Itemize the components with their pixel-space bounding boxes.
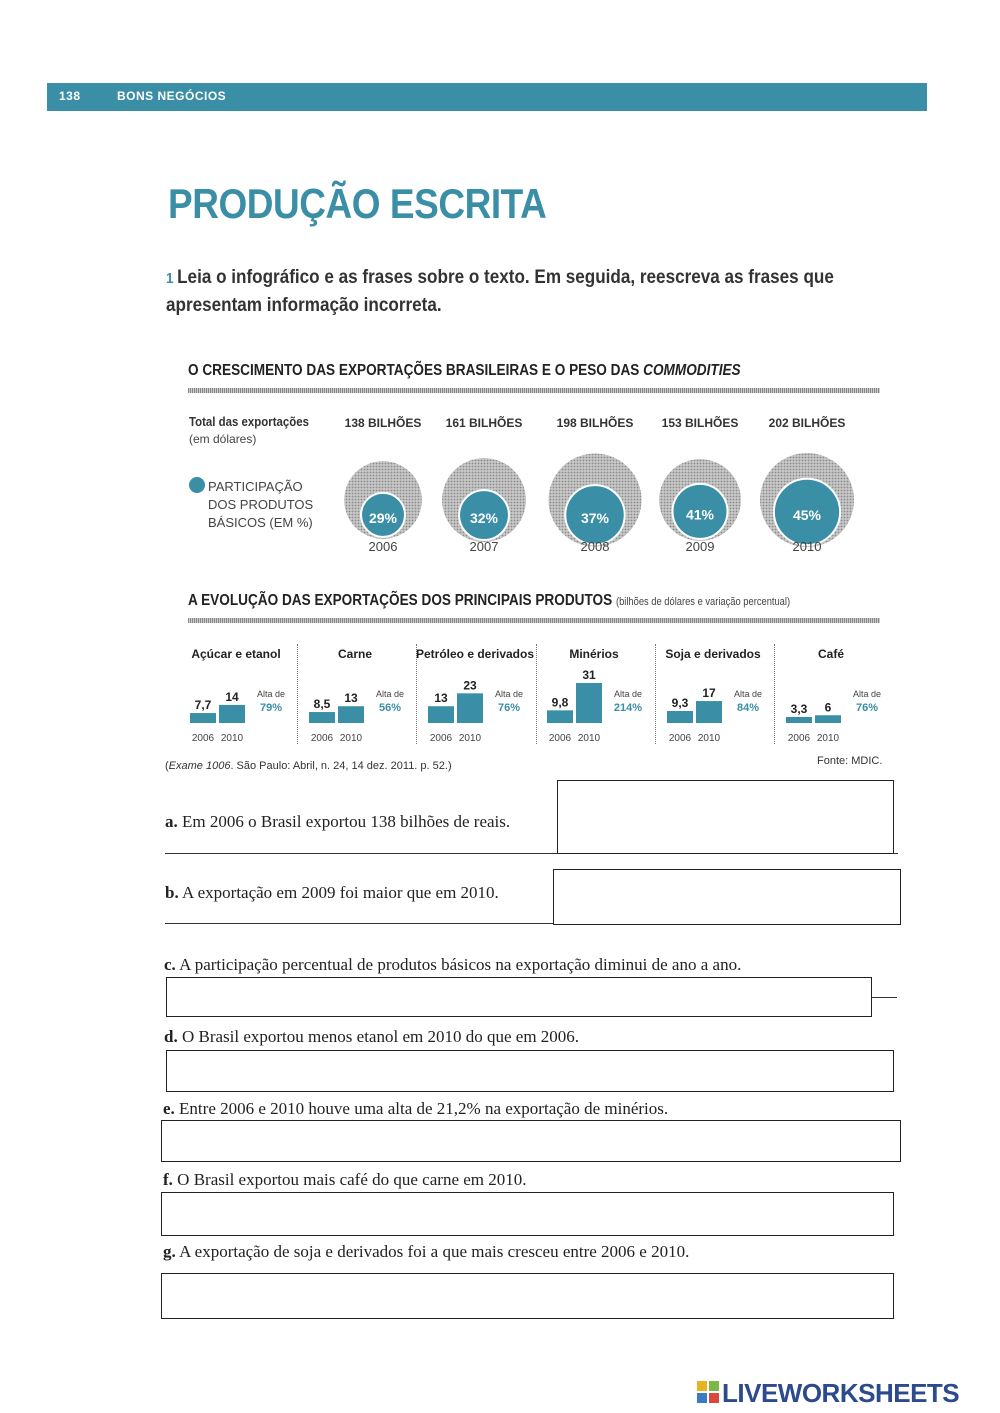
total-sub-label: (em dólares) — [189, 432, 257, 446]
share-label: 29% — [368, 509, 398, 526]
answer-box-c[interactable] — [166, 977, 872, 1017]
value-2006: 9,3 — [671, 696, 689, 710]
product-name: Café — [817, 647, 845, 661]
year-tick-2010: 2010 — [458, 733, 482, 744]
source-rest: . São Paulo: Abril, n. 24, 14 dez. 2011. p. 52.) — [230, 760, 452, 772]
year-label: 2006 — [368, 539, 398, 554]
question-text: A exportação de soja e derivados foi a que mais cresceu entre 2006 e 2010. — [179, 1242, 690, 1261]
bar-2006 — [667, 711, 693, 723]
infographic-2-title-main: A EVOLUÇÃO DAS EXPORTAÇÕES DOS PRINCIPAIS PRODUTOS — [188, 592, 613, 609]
total-value-label: 198 BILHÕES — [556, 416, 634, 430]
bar-2010 — [219, 705, 245, 723]
liveworksheets-logo-icon — [697, 1381, 719, 1403]
year-label: 2009 — [685, 539, 715, 554]
question-text: Em 2006 o Brasil exportou 138 bilhões de reais. — [182, 812, 511, 831]
bar-2010 — [576, 683, 602, 723]
infographic-1-title-italic: COMMODITIES — [643, 362, 741, 379]
year-tick-2006: 2006 — [787, 733, 811, 744]
answer-box-b[interactable] — [553, 869, 901, 925]
value-2006: 3,3 — [790, 702, 808, 716]
infographic-2-subtitle: (bilhões de dólares e variação percentual) — [615, 596, 791, 608]
year-tick-2010: 2010 — [220, 733, 244, 744]
section-title: BONS NEGÓCIOS — [117, 89, 227, 103]
value-2010: 14 — [225, 689, 239, 704]
instruction-number: 1 — [166, 270, 174, 287]
alta-value: 76% — [497, 702, 521, 714]
alta-label: Alta de — [375, 689, 405, 699]
brand-name: LIVEWORKSHEETS — [722, 1378, 960, 1408]
question-c — [164, 955, 741, 975]
alta-value: 79% — [259, 702, 283, 714]
answer-box-g[interactable] — [161, 1273, 894, 1319]
alta-label: Alta de — [852, 689, 882, 699]
participation-line-2: DOS PRODUTOS — [208, 497, 314, 512]
alta-value: 84% — [736, 702, 760, 714]
year-tick-2010: 2010 — [816, 733, 840, 744]
answer-box-e[interactable] — [161, 1120, 901, 1162]
bar-2006 — [309, 712, 335, 723]
total-value-label: 202 BILHÕES — [768, 416, 846, 430]
total-value-label: 138 BILHÕES — [344, 416, 422, 430]
year-tick-2006: 2006 — [191, 733, 215, 744]
value-2010: 17 — [702, 686, 716, 701]
value-2010: 13 — [344, 691, 358, 706]
bar-2010 — [696, 701, 722, 723]
alta-label: Alta de — [733, 689, 763, 699]
answer-box-a[interactable] — [557, 780, 894, 854]
year-tick-2006: 2006 — [310, 733, 334, 744]
value-2006: 13 — [434, 691, 448, 706]
product-name: Minérios — [569, 647, 619, 661]
value-2006: 7,7 — [194, 698, 212, 713]
value-2006: 8,5 — [313, 697, 331, 712]
question-b — [165, 883, 499, 903]
year-tick-2006: 2006 — [548, 733, 572, 744]
question-text: A exportação em 2009 foi maior que em 2010. — [182, 883, 499, 902]
question-letter: d. — [164, 1027, 178, 1046]
year-label: 2008 — [580, 539, 610, 554]
page-number: 138 — [59, 89, 81, 103]
question-g — [163, 1242, 689, 1262]
alta-label: Alta de — [613, 689, 643, 699]
participation-line-3: BÁSICOS (EM %) — [208, 515, 313, 530]
question-e — [163, 1099, 668, 1119]
value-2010: 6 — [824, 700, 832, 715]
question-text: Entre 2006 e 2010 houve uma alta de 21,2% na exportação de minérios. — [179, 1099, 669, 1118]
question-f — [163, 1170, 527, 1190]
question-text: O Brasil exportou menos etanol em 2010 do que em 2006. — [181, 1027, 580, 1046]
answer-box-d[interactable] — [166, 1050, 894, 1092]
product-name: Petróleo e derivados — [415, 647, 535, 661]
question-d — [164, 1027, 579, 1047]
alta-label: Alta de — [256, 689, 286, 699]
answer-box-f[interactable] — [161, 1192, 894, 1236]
value-2010: 31 — [582, 668, 596, 682]
bar-2006 — [786, 717, 812, 723]
bar-2010 — [338, 706, 364, 723]
total-label: Total das exportações — [189, 414, 309, 429]
source-italic: Exame 1006 — [168, 760, 231, 772]
bar-2010 — [815, 715, 841, 723]
year-label: 2007 — [469, 539, 499, 554]
source-citation — [165, 760, 452, 772]
bar-2006 — [428, 706, 454, 723]
alta-value: 214% — [613, 702, 643, 714]
question-letter: g. — [163, 1242, 176, 1261]
source-credit: Fonte: MDIC. — [817, 755, 883, 767]
year-tick-2006: 2006 — [668, 733, 692, 744]
question-letter: e. — [163, 1099, 175, 1118]
alta-value: 76% — [855, 702, 879, 714]
total-value-label: 161 BILHÕES — [445, 416, 523, 430]
share-label: 32% — [469, 510, 499, 527]
share-label: 41% — [685, 506, 715, 523]
alta-label: Alta de — [494, 689, 524, 699]
value-2006: 9,8 — [551, 695, 569, 710]
year-label: 2010 — [792, 539, 822, 554]
instruction-text: Leia o infográfico e as frases sobre o texto. Em seguida, reescreva as frases que apresentam informação incorreta. — [166, 267, 834, 316]
value-2010: 23 — [463, 678, 477, 693]
share-label: 37% — [580, 509, 610, 526]
participation-line-1: PARTICIPAÇÃO — [208, 479, 303, 494]
product-name: Soja e derivados — [665, 647, 761, 661]
total-value-label: 153 BILHÕES — [661, 416, 739, 430]
page-title: PRODUÇÃO ESCRITA — [168, 180, 547, 227]
year-tick-2010: 2010 — [577, 733, 601, 744]
question-letter: a. — [165, 812, 178, 831]
question-text: O Brasil exportou mais café do que carne em 2010. — [177, 1170, 527, 1189]
alta-value: 56% — [378, 702, 402, 714]
year-tick-2006: 2006 — [429, 733, 453, 744]
product-name: Carne — [337, 647, 373, 661]
product-name: Açúcar e etanol — [191, 647, 281, 661]
share-label: 45% — [792, 506, 822, 523]
bar-2010 — [457, 693, 483, 723]
year-tick-2010: 2010 — [697, 733, 721, 744]
bar-2006 — [190, 713, 216, 723]
answer-line — [871, 997, 897, 998]
year-tick-2010: 2010 — [339, 733, 363, 744]
question-a — [165, 812, 510, 832]
infographic-1-title-main: O CRESCIMENTO DAS EXPORTAÇÕES BRASILEIRAS E O PESO DAS — [188, 362, 644, 379]
question-letter: f. — [163, 1170, 173, 1189]
question-letter: b. — [165, 883, 179, 902]
question-text: A participação percentual de produtos básicos na exportação diminui de ano a ano. — [179, 955, 742, 974]
source-open: ( — [165, 760, 169, 772]
question-letter: c. — [164, 955, 176, 974]
bar-2006 — [547, 710, 573, 723]
